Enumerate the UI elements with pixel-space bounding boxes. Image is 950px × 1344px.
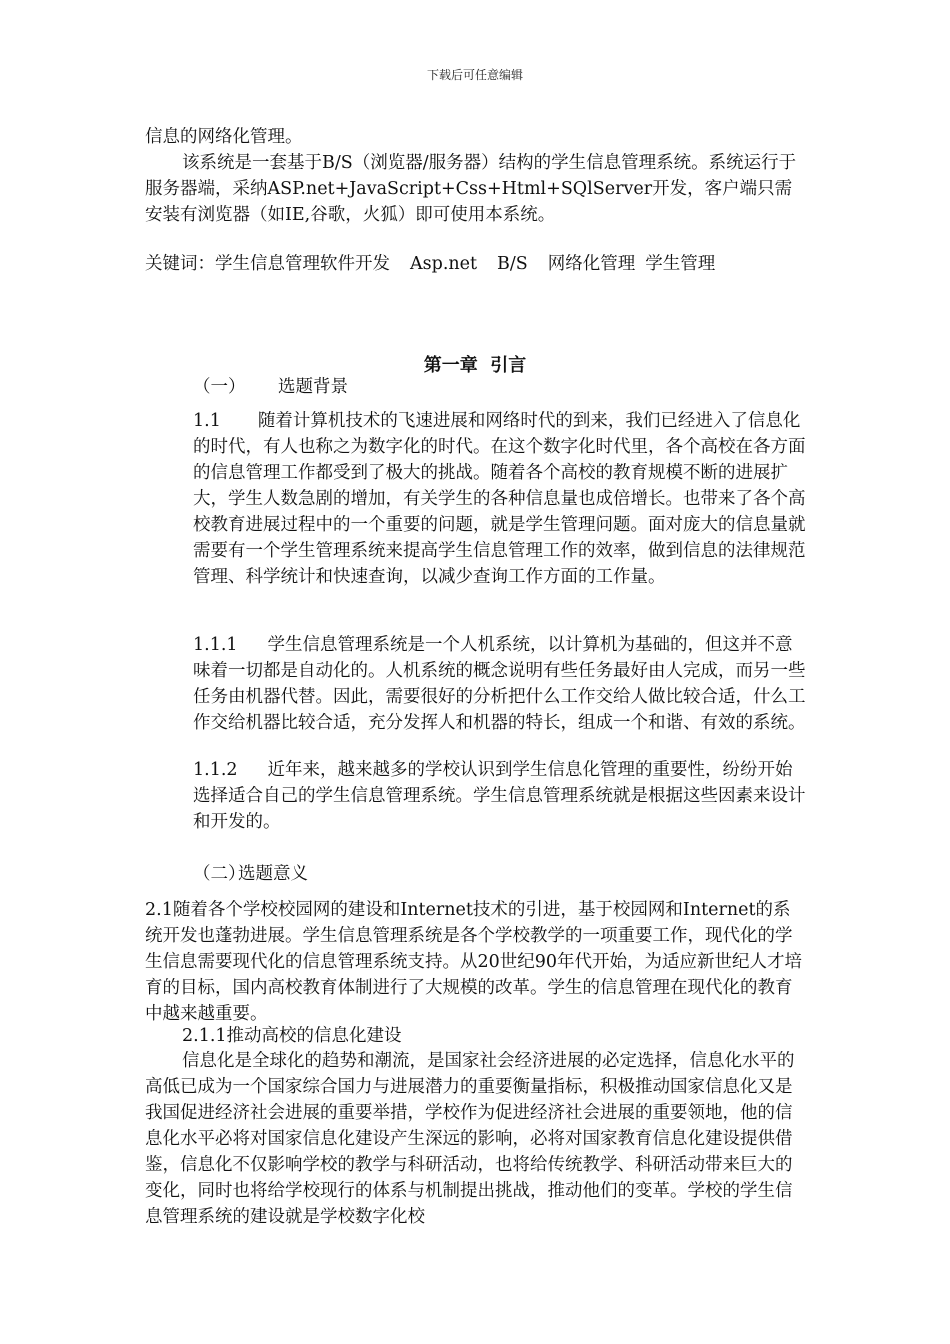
paragraph-number: 1.1.1 (193, 635, 238, 655)
keywords-line (145, 251, 807, 277)
paragraph-number: 1.1.2 (193, 760, 238, 780)
section-heading (193, 861, 308, 887)
paragraph-number: 1.1 (193, 411, 221, 431)
subsection-heading: 2.1.1推动高校的信息化建设 (182, 1026, 402, 1046)
keyword-item: 学生信息管理软件开发 (215, 254, 390, 274)
paragraph-text: 近年来，越来越多的学校认识到学生信息化管理的重要性，纷纷开始选择适合自己的学生信息管理系统。学生信息管理系统就是根据这些因素来设计和开发的。 (193, 760, 806, 832)
chapter-title: 第一章 引言 (423, 355, 527, 376)
section-title: 选题背景 (278, 377, 348, 397)
header-note: 下载后可任意编辑 (426, 68, 523, 82)
abstract-paragraph: 该系统是一套基于B/S（浏览器/服务器）结构的学生信息管理系统。系统运行于服务器端，采纳ASP.net+JavaScript+Css+Html+SQlServer开发，客户端只需安装有浏览器（如IE,谷歌，火狐）即可使用本系统。 (145, 153, 797, 225)
paragraph-text: 学生信息管理系统是一个人机系统，以计算机为基础的，但这并不意味着一切都是自动化的。人机系统的概念说明有些任务最好由人完成，而另一些任务由机器代替。因此，需要很好的分析把什么工作交给人做比较合适，什么工作交给机器比较合适，充分发挥人和机器的特长，组成一个和谐、有效的系统。 (193, 635, 806, 733)
keyword-item: Asp.net (410, 254, 478, 274)
paragraph-1-1-1 (193, 632, 807, 736)
keywords-label: 关键词： (145, 254, 215, 274)
section-number: （二） (193, 864, 246, 884)
keyword-item: 学生管理 (645, 254, 716, 274)
keyword-item: 网络化管理 (547, 254, 636, 274)
section-title: 选题意义 (238, 864, 308, 884)
keyword-item: B/S (497, 254, 528, 274)
paragraph-1-1 (193, 408, 807, 590)
section-number: （一） (193, 377, 246, 397)
section-heading (193, 374, 348, 400)
paragraph-2-1: 2.1随着各个学校校园网的建设和Internet技术的引进，基于校园网和Internet的系统开发也蓬勃进展。学生信息管理系统是各个学校教学的一项重要工作，现代化的学生信息需要现代化的信息管理系统支持。从20世纪90年代开始，为适应新世纪人才培育的目标，国内高校教育体制进行了大规模的改革。学生的信息管理在现代化的教育中越来越重要。 (145, 900, 803, 1024)
paragraph-1-1-2 (193, 757, 807, 835)
paragraph-text: 随着计算机技术的飞速进展和网络时代的到来，我们已经进入了信息化的时代，有人也称之为数字化的时代。在这个数字化时代里，各个高校在各方面的信息管理工作都受到了极大的挑战。随着各个高校的教育规模不断的进展扩大，学生人数急剧的增加，有关学生的各种信息量也成倍增长。也带来了各个高校教育进展过程中的一个重要的问题，就是学生管理问题。面对庞大的信息量就需要有一个学生管理系统来提高学生信息管理工作的效率，做到信息的法律规范管理、科学统计和快速查询，以减少查询工作方面的工作量。 (193, 411, 806, 587)
abstract-line: 信息的网络化管理。 (145, 127, 303, 147)
paragraph-2-1-1: 信息化是全球化的趋势和潮流，是国家社会经济进展的必定选择，信息化水平的高低已成为一个国家综合国力与进展潜力的重要衡量指标，积极推动国家信息化又是我国促进经济社会进展的重要举措，学校作为促进经济社会进展的重要领地，他的信息化水平必将对国家信息化建设产生深远的影响，必将对国家教育信息化建设提供借鉴，信息化不仅影响学校的教学与科研活动，也将给传统教学、科研活动带来巨大的变化，同时也将给学校现行的体系与机制提出挑战，推动他们的变革。学校的学生信息管理系统的建设就是学校数字化校 (145, 1051, 795, 1227)
